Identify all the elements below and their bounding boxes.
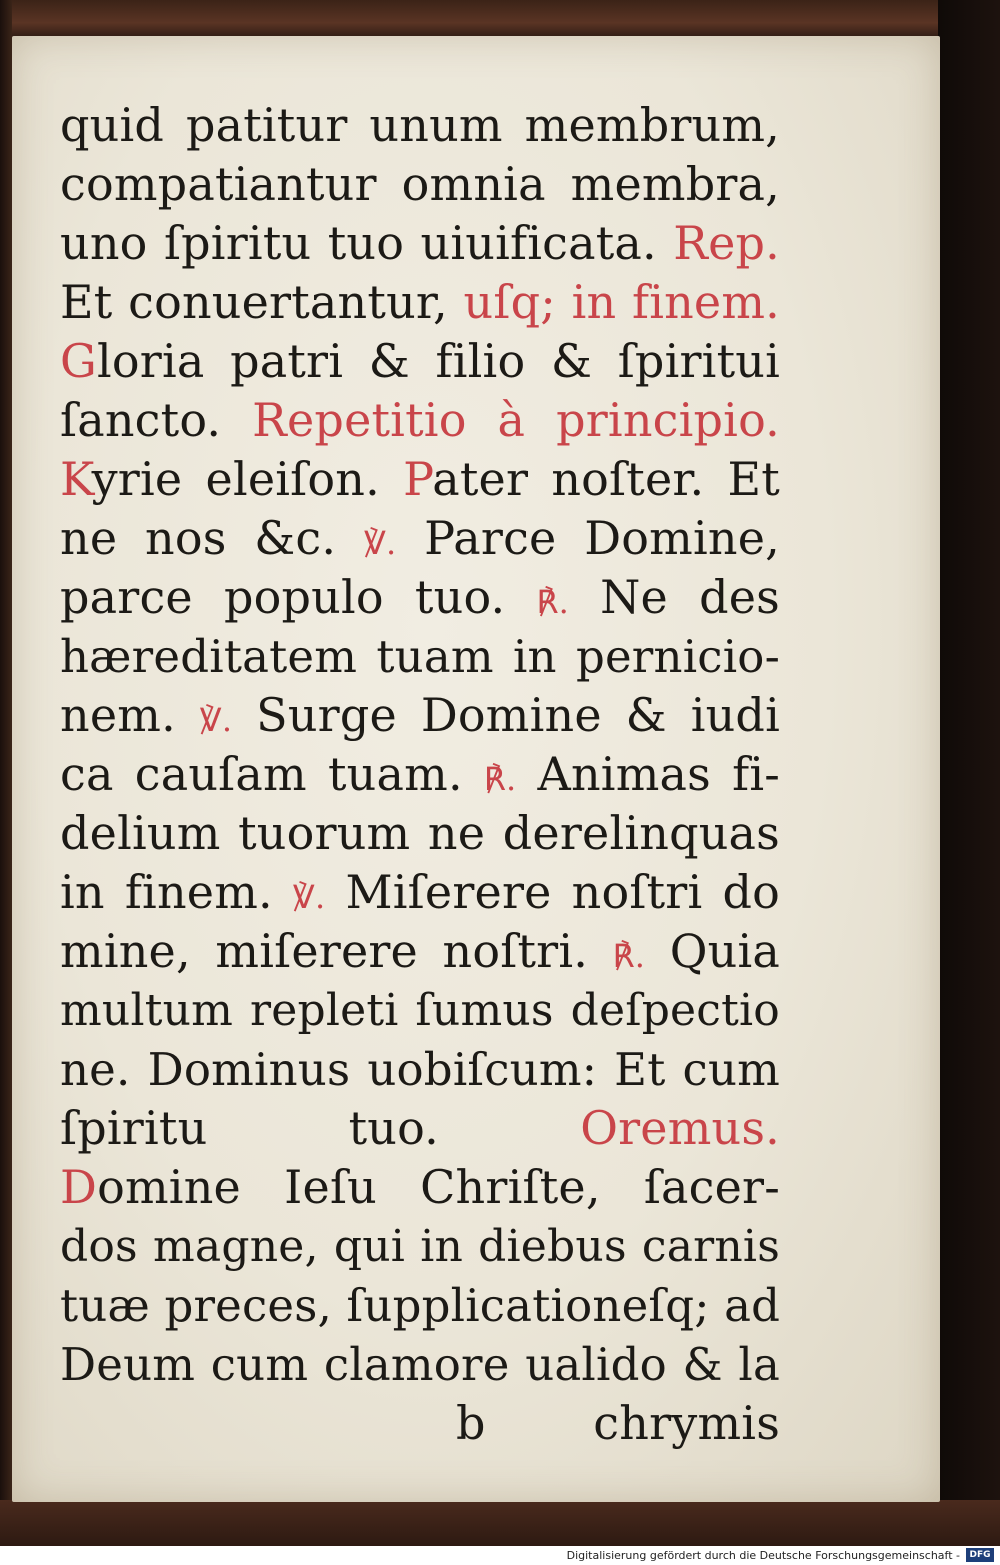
liturgical-symbol: ℟. (536, 583, 569, 621)
book-edge-bottom (0, 1500, 1000, 1546)
body-text: ſpiritu tuo. (60, 1101, 581, 1155)
body-text: parce populo tuo. (60, 570, 537, 624)
text-line (60, 1099, 780, 1158)
text-line (60, 981, 780, 1040)
rubric-text: D (60, 1160, 98, 1214)
text-line (60, 273, 780, 332)
rubric-text: Oremus. (580, 1101, 780, 1155)
rubric-text: P (403, 452, 433, 506)
signature-mark: b (456, 1396, 486, 1450)
text-line (60, 922, 780, 981)
body-text: hæreditatem tuam in pernicio- (60, 630, 780, 683)
rubric-text: Repetitio à principio. (252, 393, 780, 447)
body-text: ca cauſam tuam. (60, 747, 484, 801)
rubric-text: K (60, 452, 92, 506)
text-line (60, 332, 780, 391)
liturgical-symbol: ℣. (292, 878, 326, 916)
text-line (60, 155, 780, 214)
rubric-text: G (60, 334, 97, 388)
text-line (60, 627, 780, 686)
body-text: nem. (60, 688, 200, 742)
text-line (60, 1158, 780, 1217)
text-line (60, 450, 780, 509)
text-line (60, 804, 780, 863)
body-text: mine, miſerere noſtri. (60, 924, 613, 978)
digitization-credit: Digitalisierung gefördert durch die Deutsche Forschungsgemeinschaft - (566, 1549, 960, 1562)
body-text: yrie eleiſon. (91, 452, 404, 506)
body-text: Animas fi- (516, 747, 780, 801)
body-text: compatiantur omnia membra, (60, 157, 780, 211)
text-line (60, 96, 780, 155)
text-line (60, 1276, 780, 1335)
body-text: Miſerere noſtri do (325, 865, 780, 919)
body-text: Et conuertantur, (60, 275, 464, 329)
book-edge-left (0, 0, 12, 1565)
body-text: delium tuorum ne derelinquas (60, 806, 780, 860)
body-text: Deum cum clamore ualido & la (60, 1338, 780, 1391)
body-text: Quia (645, 924, 780, 978)
body-text: tuæ preces, ſupplicationeſq; ad (60, 1279, 781, 1332)
text-line (60, 686, 780, 745)
body-text: ne. Dominus uobiſcum: Et cum (60, 1043, 780, 1096)
page-text (60, 96, 780, 1453)
text-line (60, 568, 780, 627)
body-text: loria patri & filio & ſpiritui (96, 334, 780, 388)
book-edge-top (0, 0, 1000, 38)
body-text: multum repleti ſumus deſpectio (60, 985, 780, 1036)
text-line (60, 1040, 780, 1099)
body-text: Parce Domine, (396, 511, 780, 565)
liturgical-symbol: ℣. (199, 701, 233, 739)
body-text: in finem. (60, 865, 293, 919)
liturgical-symbol: ℟. (483, 760, 517, 798)
rubric-text: Rep. (673, 216, 780, 270)
body-text: ne nos &c. (60, 511, 364, 565)
body-text: omine Ieſu Chriſte, ſacer- (97, 1160, 780, 1214)
body-text: Ne des (568, 570, 780, 624)
scan-background-right (938, 0, 1000, 1565)
book-page (12, 36, 940, 1502)
text-line (60, 1335, 780, 1394)
body-text: dos magne, qui in diebus carnis (60, 1221, 780, 1272)
dfg-logo: DFG (966, 1548, 994, 1562)
body-text: uno ſpiritu tuo uiuificata. (60, 216, 674, 270)
body-text: Surge Domine & iudi (232, 688, 780, 742)
catchword: chrymis (593, 1396, 780, 1450)
body-text: ater noſter. Et (432, 452, 780, 506)
text-line (60, 214, 780, 273)
text-line (60, 509, 780, 568)
text-line (60, 391, 780, 450)
body-text: ſancto. (60, 393, 253, 447)
text-line (60, 1217, 780, 1276)
rubric-text: uſq; in finem. (463, 275, 780, 329)
liturgical-symbol: ℟. (612, 937, 646, 975)
text-line (60, 863, 780, 922)
text-line (60, 745, 780, 804)
body-text: quid patitur unum membrum, (60, 98, 780, 152)
liturgical-symbol: ℣. (363, 524, 397, 562)
page-footer-line (60, 1394, 780, 1453)
